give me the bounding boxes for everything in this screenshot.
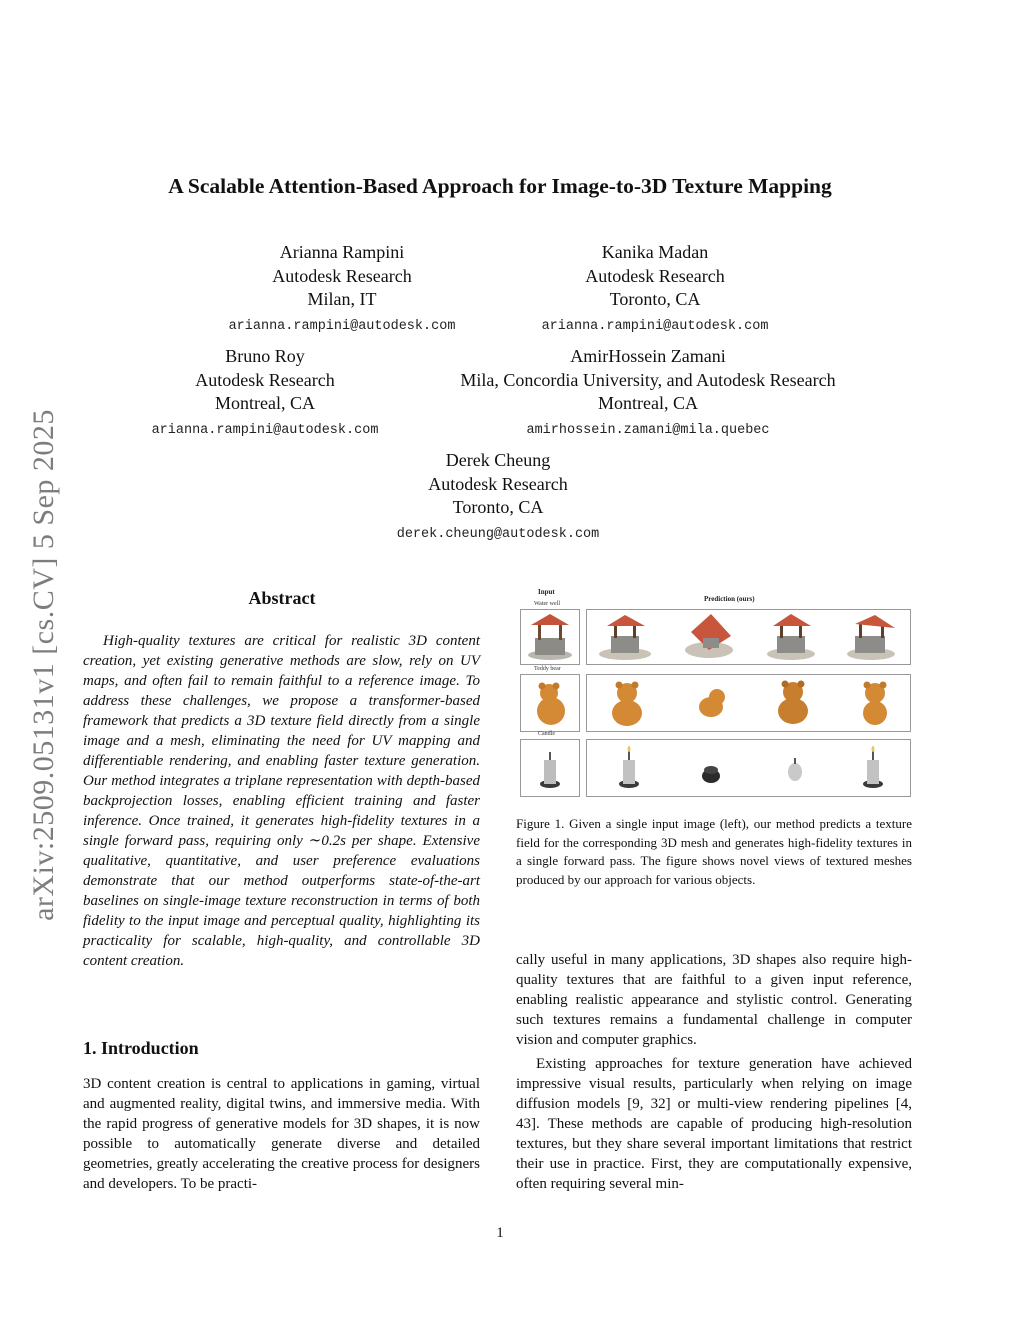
figure-prediction-label: Prediction (ours)	[704, 595, 755, 603]
row-label: Water well	[534, 601, 561, 607]
author-name: AmirHossein Zamani	[570, 346, 726, 366]
intro-paragraph: Existing approaches for texture generation have achieved impressive visual results, particularly when relying on image diffusion models [9, 32] or multi-view rendering pipelines [4, 43]. These methods are capable of producing high-resolution textures, but they share several important limitations that restrict their use in practice. First, they are computationally expensive, often requiring several min-	[516, 1056, 912, 1192]
figure-caption: Figure 1. Given a single input image (left), our method predicts a texture field for the corresponding 3D mesh and generates high-fidelity textures in a single forward pass. The figure shows novel views of textured meshes produced by our approach for various objects.	[516, 816, 912, 887]
author-location: Toronto, CA	[452, 497, 544, 517]
prediction-row-candle	[586, 739, 911, 797]
author-affiliation: Autodesk Research	[195, 369, 335, 390]
author-affiliation: Autodesk Research	[428, 473, 568, 494]
author-email[interactable]: derek.cheung@autodesk.com	[396, 526, 600, 542]
author-name: Kanika Madan	[601, 242, 709, 262]
arxiv-stamp: arXiv:2509.05131v1 [cs.CV] 5 Sep 2025	[27, 409, 60, 921]
author-block	[115, 345, 415, 442]
prediction-row-water-well	[586, 609, 911, 665]
prediction-row-teddy-bear	[586, 674, 911, 732]
author-location: Montreal, CA	[598, 393, 698, 413]
abstract-heading: Abstract	[248, 588, 316, 608]
figure-1	[516, 585, 916, 805]
author-location: Toronto, CA	[609, 289, 701, 309]
author-name: Bruno Roy	[225, 346, 305, 366]
abstract-text: High-quality textures are critical for realistic 3D content creation, yet existing generative methods are slow, rely on UV maps, and often fail to remain faithful to a reference image. To address these challenges, we propose a transformer-based framework that predicts a 3D texture field directly from a single image and a mesh, eliminating the need for UV mapping and differentiable rendering, and enabling faster texture generation. Our method integrates a triplane representation with depth-based backprojection losses, enabling efficient training and faster inference. Once trained, it generates high-fidelity textures in a single forward pass, requiring only ∼0.2s per shape. Extensive qualitative, quantitative, and user preference evaluations demonstrate that our method outperforms state-of-the-art baselines on single-image texture reconstruction in terms of both fidelity to the input image and perceptual quality, highlighting its practicality for scalable, high-quality, and controllable 3D content creation.	[83, 633, 480, 969]
paper-title: A Scalable Attention-Based Approach for Image-to-3D Texture Mapping	[168, 174, 832, 198]
intro-right-column	[516, 950, 912, 1194]
input-image-teddy-bear	[520, 674, 580, 732]
author-location: Montreal, CA	[215, 393, 315, 413]
input-image-candle	[520, 739, 580, 797]
row-label: Candle	[538, 731, 555, 737]
figure-input-label: Input	[538, 588, 555, 596]
author-location: Milan, IT	[307, 289, 377, 309]
intro-paragraph: cally useful in many applications, 3D shapes also require high-quality textures that are faithful to a given input reference, enabling realistic appearance and stylistic control. Generating such textures remains a fundamental challenge in computer vision and computer graphics.	[516, 952, 912, 1048]
author-block	[192, 241, 492, 338]
author-affiliation: Autodesk Research	[272, 265, 412, 286]
page-number: 1	[496, 1225, 504, 1241]
input-image-water-well	[520, 609, 580, 665]
intro-paragraph: 3D content creation is central to applications in gaming, virtual and augmented reality, digital twins, and immersive media. With the rapid progress of generative models for 3D shapes, it is now possible to automatically generate diverse and detailed geometries, greatly accelerating the creative process for designers and developers. To be practi-	[83, 1076, 480, 1192]
row-label: Teddy bear	[534, 666, 561, 672]
author-block	[348, 449, 648, 546]
author-name: Arianna Rampini	[279, 242, 405, 262]
author-email[interactable]: amirhossein.zamani@mila.quebec	[526, 422, 770, 438]
section-heading: 1. Introduction	[83, 1038, 199, 1058]
author-block	[428, 345, 868, 442]
author-email[interactable]: arianna.rampini@autodesk.com	[228, 318, 456, 334]
author-block	[505, 241, 805, 338]
author-name: Derek Cheung	[445, 450, 551, 470]
author-affiliation: Autodesk Research	[585, 265, 725, 286]
author-email[interactable]: arianna.rampini@autodesk.com	[151, 422, 379, 438]
author-email[interactable]: arianna.rampini@autodesk.com	[541, 318, 769, 334]
author-affiliation: Mila, Concordia University, and Autodesk Research	[460, 369, 836, 390]
